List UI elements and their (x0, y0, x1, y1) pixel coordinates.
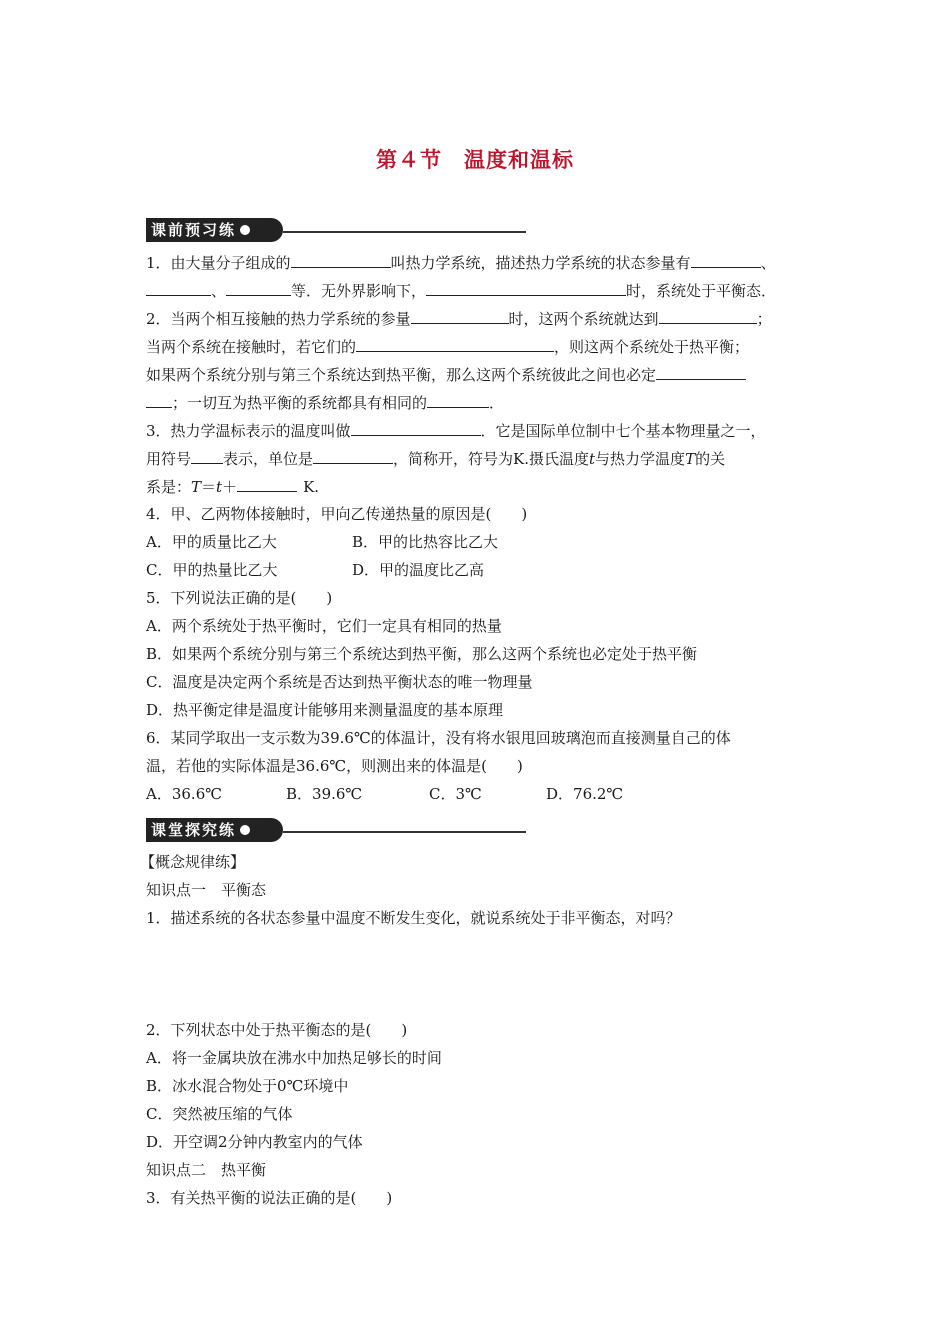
section-rule (283, 831, 526, 833)
text: ．它是国际单位制中七个基本物理量之一， (480, 422, 766, 440)
text: ＋ (222, 478, 238, 496)
section-banner-classroom (146, 818, 526, 844)
q2-line4 (146, 392, 826, 413)
q4-options-row2 (146, 560, 826, 580)
q5-option-d: D．热平衡定律是温度计能够用来测量温度的基本原理 (146, 701, 504, 719)
q3-line1 (146, 420, 826, 441)
text: 2．当两个相互接触的热力学系统的参量 (146, 310, 411, 328)
text: 3．热力学温标表示的温度叫做 (146, 422, 351, 440)
p2-option-a: A．将一金属块放在沸水中加热足够长的时间 (146, 1049, 442, 1067)
text: 表示，单位是 (223, 450, 314, 468)
section-label-text: 课前预习练 (151, 221, 237, 239)
q5-option-a: A．两个系统处于热平衡时，它们一定具有相同的热量 (146, 617, 502, 635)
text: 系是： (146, 478, 192, 496)
fill-blank[interactable] (356, 336, 554, 352)
text: 时，这两个系统就达到 (508, 310, 659, 328)
option-c: C．甲的热量比乙大 (146, 561, 278, 579)
q4-options-row1 (146, 532, 826, 552)
bullet-dot-icon (240, 225, 250, 235)
text: 1．由大量分子组成的 (146, 254, 291, 272)
q1-line2 (146, 280, 826, 301)
option-d: D．甲的温度比乙高 (352, 561, 485, 579)
text: ，则这两个系统处于热平衡； (554, 338, 750, 356)
text: ＝ (201, 478, 217, 496)
q2-line3 (146, 364, 826, 385)
text: ． (489, 394, 505, 412)
fill-blank[interactable] (191, 448, 223, 464)
text: 等．无外界影响下， (291, 282, 427, 300)
section-banner-preview (146, 218, 526, 244)
q2-line1 (146, 308, 826, 329)
fill-blank[interactable] (291, 252, 391, 268)
variable-T: T (685, 450, 696, 468)
fill-blank[interactable] (427, 392, 489, 408)
page-title: 第４节 温度和温标 (376, 148, 574, 172)
fill-blank[interactable] (426, 280, 626, 296)
p2-option-b: B．冰水混合物处于0℃环境中 (146, 1077, 349, 1095)
section-rule (283, 231, 526, 233)
q4-stem: 4．甲、乙两物体接触时，甲向乙传递热量的原因是( ) (146, 505, 528, 523)
fill-blank[interactable] (659, 308, 757, 324)
q6-stem-line1: 6．某同学取出一支示数为39.6℃的体温计，没有将水银甩回玻璃泡而直接测量自己的体 (146, 729, 731, 747)
fill-blank[interactable] (411, 308, 509, 324)
q5-option-b: B．如果两个系统分别与第三个系统达到热平衡，那么这两个系统也必定处于热平衡 (146, 645, 698, 663)
text: 时，系统处于平衡态． (626, 282, 777, 300)
fill-blank[interactable] (146, 392, 172, 408)
option-a: A．甲的质量比乙大 (146, 533, 277, 551)
fill-blank[interactable] (313, 448, 393, 464)
p1-question: 1．描述系统的各状态参量中温度不断发生变化，就说系统处于非平衡态，对吗？ (146, 909, 681, 927)
variable-T: T (191, 478, 202, 496)
text: 的关 (695, 450, 726, 468)
variable-t: t (216, 478, 223, 496)
text: K. (303, 478, 320, 496)
knowledge-point-2: 知识点二 热平衡 (146, 1161, 267, 1179)
variable-t: t (589, 450, 596, 468)
text: ； (756, 310, 772, 328)
section-label (146, 218, 283, 242)
q2-line2 (146, 336, 826, 357)
fill-blank[interactable] (237, 476, 297, 492)
fill-blank[interactable] (351, 420, 481, 436)
knowledge-point-1: 知识点一 平衡态 (146, 881, 267, 899)
option-b: B．甲的比热容比乙大 (352, 533, 499, 551)
fill-blank[interactable] (656, 364, 746, 380)
text: ；一切互为热平衡的系统都具有相同的 (172, 394, 428, 412)
option-a: A．36.6℃ (146, 785, 223, 803)
text: 当两个系统在接触时，若它们的 (146, 338, 357, 356)
option-d: D．76.2℃ (546, 785, 624, 803)
text: ，简称开，符号为K.摄氏温度 (393, 450, 590, 468)
q1-line1 (146, 252, 826, 273)
p2-option-c: C．突然被压缩的气体 (146, 1105, 293, 1123)
q3-line2 (146, 448, 826, 469)
option-b: B．39.6℃ (286, 785, 363, 803)
q5-stem: 5．下列说法正确的是( ) (146, 589, 333, 607)
q6-stem-line2: 温，若他的实际体温是36.6℃，则测出来的体温是( ) (146, 757, 523, 775)
text: 用符号 (146, 450, 192, 468)
option-c: C．3℃ (429, 785, 482, 803)
q6-options (146, 784, 826, 804)
text: 如果两个系统分别与第三个系统达到热平衡，那么这两个系统彼此之间也必定 (146, 366, 657, 384)
fill-blank[interactable] (146, 280, 211, 296)
text: 与热力学温度 (595, 450, 686, 468)
q3-line3 (146, 476, 826, 497)
text: 叫热力学系统，描述热力学系统的状态参量有 (390, 254, 691, 272)
q5-option-c: C．温度是决定两个系统是否达到热平衡状态的唯一物理量 (146, 673, 533, 691)
fill-blank[interactable] (226, 280, 291, 296)
p3-stem: 3．有关热平衡的说法正确的是( ) (146, 1189, 393, 1207)
fill-blank[interactable] (691, 252, 761, 268)
p2-option-d: D．开空调2分钟内教室内的气体 (146, 1133, 363, 1151)
part2-heading: 【概念规律练】 (140, 853, 246, 871)
section-label (146, 818, 283, 842)
section-label-text: 课堂探究练 (151, 821, 237, 839)
text: 、 (760, 254, 776, 272)
p2-stem: 2．下列状态中处于热平衡态的是( ) (146, 1021, 408, 1039)
text: 、 (211, 282, 227, 300)
bullet-dot-icon (240, 825, 250, 835)
